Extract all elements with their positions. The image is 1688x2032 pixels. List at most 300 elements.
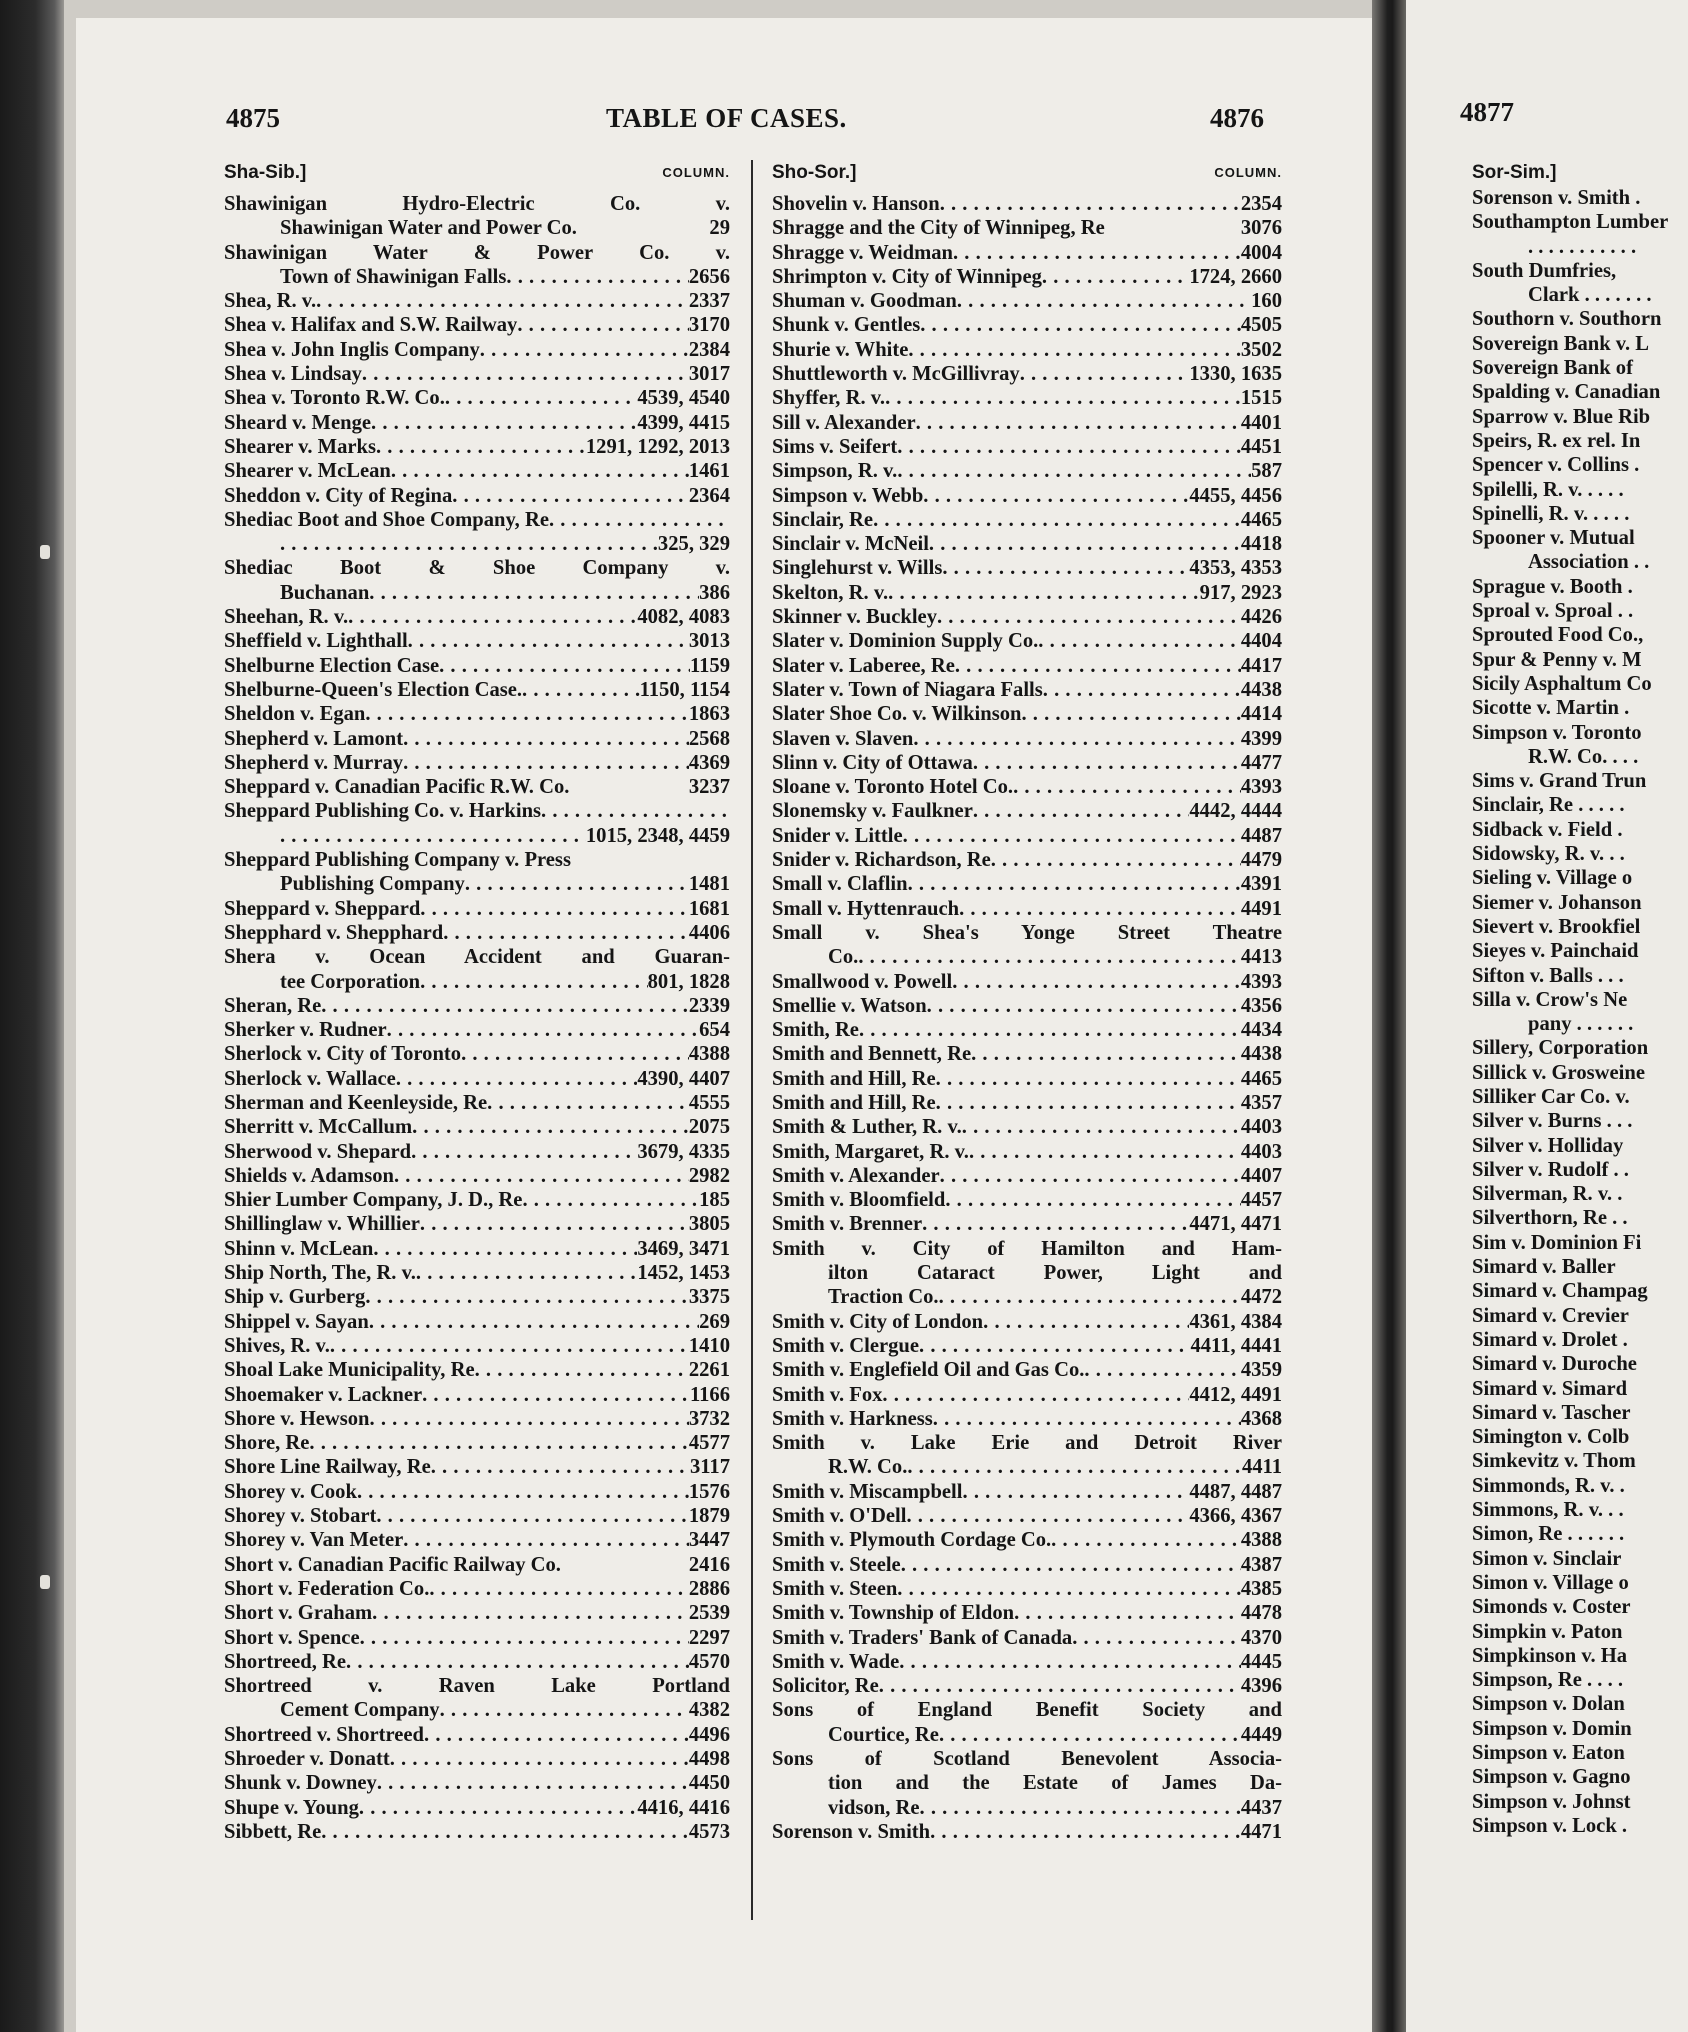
column-word-label: COLUMN. [662,165,730,180]
case-column-sha-sib [224,192,730,1844]
case-entry [1472,1547,1688,1571]
case-name: Sillery, Corporation [1472,1037,1649,1060]
case-entry [772,654,1282,678]
case-name: Shawinigan Water & Power Co. v. [224,241,730,264]
case-name: Shragge and the City of Winnipeg, Re [772,217,1105,240]
dot-leader [991,848,1241,872]
case-name: Silver v. Rudolf . . [1472,1158,1629,1181]
case-entry [224,727,730,751]
case-name: Small v. Shea's Yonge Street Theatre [772,921,1282,944]
case-entry [1472,1231,1688,1255]
case-name: Silla v. Crow's Ne [1472,988,1628,1011]
column-reference: 3469, 3471 [637,1237,730,1260]
case-entry [224,265,730,289]
case-entry [1472,672,1688,696]
case-name: Shea, R. v. [224,290,317,313]
case-entry [224,1674,730,1698]
case-name: Spalding v. Canadian [1472,381,1661,404]
dot-leader [403,751,689,775]
dot-leader [373,1237,637,1261]
case-entry [224,1698,730,1722]
case-name: Sifton v. Balls . . . [1472,964,1624,987]
case-entry [1472,866,1688,890]
case-entry [1472,1279,1688,1303]
dot-leader [969,1140,1241,1164]
case-entry [1472,891,1688,915]
column-reference: 4388 [1240,1529,1282,1552]
column-reference: 4361, 4384 [1189,1310,1282,1333]
column-reference: 3076 [1240,217,1282,240]
case-entry [224,192,730,216]
case-name: Sillick v. Grosweine [1472,1061,1645,1084]
case-name: Simkevitz v. Thom [1472,1450,1636,1473]
dot-leader [377,1771,689,1795]
case-entry [772,581,1282,605]
case-entry [772,265,1282,289]
case-name: Shepphard v. Shepphard [224,921,444,944]
case-name: Sinclair, Re . . . . . [1472,794,1625,817]
case-name: Sim v. Dominion Fi [1472,1231,1642,1254]
column-reference: 4471 [1240,1820,1282,1843]
column-range-label: Sha-Sib.] [224,162,307,183]
column-reference: 1879 [688,1505,730,1528]
case-entry [224,508,730,532]
column-reference: 2656 [688,265,730,288]
column-reference: 2337 [688,290,730,313]
case-entry [1472,1717,1688,1741]
case-name: Sill v. Alexander [772,411,916,434]
case-entry [772,1091,1282,1115]
case-entry [224,751,730,775]
case-name: Simard v. Duroche [1472,1353,1637,1376]
case-name: Shorey v. Van Meter [224,1529,404,1552]
case-name: Sheard v. Menge [224,411,372,434]
binding-mark [40,545,50,559]
dot-leader [359,1796,637,1820]
dot-leader [957,289,1251,313]
case-entry [224,994,730,1018]
dot-leader [923,484,1189,508]
case-name: Smith, Re [772,1019,859,1042]
case-entry [1472,332,1688,356]
case-entry [772,1140,1282,1164]
dot-leader [907,1455,1242,1479]
case-entry [224,1553,730,1577]
column-reference: 4418 [1240,533,1282,556]
column-reference: 4505 [1240,314,1282,337]
dot-leader [963,1480,1190,1504]
case-name: Simpson, R. v. [772,460,898,483]
dot-leader [403,1528,689,1552]
case-entry [772,799,1282,823]
dot-leader [396,1067,638,1091]
case-entry [772,872,1282,896]
case-entry [224,970,730,994]
case-name: Sieling v. Village o [1472,867,1633,890]
dot-leader [936,1091,1241,1115]
case-entry [772,192,1282,216]
case-name: Shives, R. v. [224,1334,330,1357]
case-entry [772,1237,1282,1261]
case-name: Sheppard v. Sheppard [224,897,421,920]
dot-leader [365,1285,688,1309]
case-name: Smith v. Harkness [772,1407,933,1430]
case-entry [1472,1522,1688,1546]
dot-leader [1072,1626,1241,1650]
case-name: Spur & Penny v. M [1472,648,1642,671]
dot-leader [913,727,1240,751]
case-entry [772,727,1282,751]
case-entry [224,1601,730,1625]
case-entry [772,411,1282,435]
dot-leader [930,1820,1241,1844]
column-reference: 4411 [1241,1456,1282,1479]
case-name: Shunk v. Gentles [772,314,921,337]
case-name: Snider v. Richardson, Re [772,849,991,872]
column-reference: 801, 1828 [647,970,730,993]
case-name: ilton Cataract Power, Light and [828,1262,1282,1285]
case-name: Shediac Boot & Shoe Company v. [224,557,730,580]
case-name: Smith v. Steele [772,1553,901,1576]
case-entry [772,532,1282,556]
case-entry [1472,1109,1688,1133]
case-entry [224,338,730,362]
case-name: Short v. Federation Co. [224,1577,430,1600]
column-reference: 4404 [1240,630,1282,653]
case-entry [224,1042,730,1066]
dot-leader [973,799,1189,823]
case-entry [772,1261,1282,1285]
dot-leader [983,1310,1189,1334]
case-name: Sproal v. Sproal . . [1472,600,1634,623]
case-entry [1472,405,1688,429]
column-reference: 1461 [688,460,730,483]
case-name: Sims v. Grand Trun [1472,770,1647,793]
case-name: Slater v. Laberee, Re [772,654,955,677]
case-name: Simonds v. Coster [1472,1596,1631,1619]
dot-leader [440,1698,689,1722]
case-name: Shore Line Railway, Re [224,1456,431,1479]
case-name: Simpson v. Johnst [1472,1790,1631,1813]
dot-leader [939,1285,1241,1309]
column-reference: 185 [699,1189,730,1212]
case-entry [1472,1668,1688,1692]
dot-leader [940,1164,1241,1188]
case-name: Publishing Company [280,873,465,896]
column-reference: 4478 [1240,1602,1282,1625]
case-name: Smith v. Miscampbell [772,1480,963,1503]
case-name: tion and the Estate of James Da- [828,1772,1282,1795]
case-name: Simard v. Crevier [1472,1304,1629,1327]
dot-leader [873,508,1241,532]
column-reference: 2539 [688,1602,730,1625]
column-reference: 4445 [1240,1650,1282,1673]
case-name: Simpson v. Domin [1472,1717,1632,1740]
case-entry [224,1455,730,1479]
case-entry [1472,307,1688,331]
case-entry [772,1455,1282,1479]
column-reference: 4417 [1240,654,1282,677]
case-entry [1472,721,1688,745]
column-reference: 4382 [688,1699,730,1722]
case-name: Sheppard v. Canadian Pacific R.W. Co. [224,776,570,799]
case-name: Shier Lumber Company, J. D., Re [224,1189,523,1212]
case-entry [1472,1255,1688,1279]
column-reference: 4414 [1240,703,1282,726]
column-reference: 2297 [688,1626,730,1649]
column-reference: 4577 [688,1432,730,1455]
case-name: Shea v. John Inglis Company [224,338,480,361]
case-name: Simpson v. Lock . [1472,1814,1628,1837]
case-entry [224,386,730,410]
case-entry [224,1212,730,1236]
case-entry [1472,453,1688,477]
case-entry [1472,769,1688,793]
case-entry [772,1310,1282,1334]
case-name: Shortreed v. Raven Lake Portland [224,1675,730,1698]
case-entry [772,702,1282,726]
case-entry [772,362,1282,386]
column-reference: 4479 [1240,849,1282,872]
binding-mark [40,1575,50,1589]
case-name: Shea v. Toronto R.W. Co. [224,387,445,410]
dot-leader [920,1796,1241,1820]
dot-leader [973,751,1241,775]
case-entry [772,1067,1282,1091]
dot-leader [906,1504,1189,1528]
dot-leader [945,1188,1240,1212]
dot-leader [362,362,689,386]
case-entry [224,824,730,848]
case-entry [1472,1814,1688,1838]
column-reference: 1166 [689,1383,730,1406]
case-entry [224,1431,730,1455]
case-name: Smith v. Fox [772,1383,883,1406]
case-name: Sieyes v. Painchaid [1472,940,1639,963]
case-entry [1472,1401,1688,1425]
column-reference: 4471, 4471 [1189,1213,1282,1236]
case-entry [772,1504,1282,1528]
case-name: . . . . . . . . . . . [1528,235,1637,258]
dot-leader [955,654,1241,678]
column-reference: 1452, 1453 [637,1262,730,1285]
dot-leader [922,1212,1189,1236]
dot-leader [1084,1358,1240,1382]
case-name: Simpkinson v. Ha [1472,1644,1628,1667]
case-entry [1472,1741,1688,1765]
case-entry [772,1164,1282,1188]
case-name: Shupe v. Young [224,1796,359,1819]
case-name: Sheppard Publishing Company v. Press [224,849,571,872]
book-gutter [1372,0,1406,2032]
case-name: Sims v. Seifert [772,435,898,458]
case-entry [772,1553,1282,1577]
case-entry [772,1674,1282,1698]
case-entry [1472,283,1688,307]
dot-leader [1013,775,1241,799]
case-name: Spooner v. Mutual [1472,527,1635,550]
dot-leader [1014,1601,1241,1625]
dot-leader [942,556,1189,580]
case-entry [1472,575,1688,599]
column-reference: 2416 [688,1553,730,1576]
case-name: Siemer v. Johanson [1472,891,1642,914]
case-entry [224,1577,730,1601]
case-entry [1472,1692,1688,1716]
case-name: Sons of Scotland Benevolent Associa- [772,1748,1282,1770]
case-name: Smith v. Plymouth Cordage Co. [772,1529,1052,1552]
case-name: Shinn v. McLean [224,1237,374,1260]
case-entry [772,435,1282,459]
column-reference: 2982 [688,1164,730,1187]
page-number-far-right: 4877 [1460,97,1514,127]
page-title: TABLE OF CASES. [606,103,847,133]
case-entry [224,1528,730,1552]
column-reference: 4437 [1240,1796,1282,1819]
column-reference: 29 [709,217,730,240]
dot-leader [420,897,689,921]
case-entry [772,313,1282,337]
case-name: Smith v. Steen [772,1577,898,1600]
column-reference: 3237 [688,776,730,799]
case-entry [224,1650,730,1674]
case-name: Sparrow v. Blue Rib [1472,405,1651,428]
case-entry [1472,502,1688,526]
case-name: Smith v. Brenner [772,1213,923,1236]
case-name: R.W. Co. . . . [1528,745,1639,768]
dot-leader [452,484,689,508]
case-entry [1472,186,1688,210]
dot-leader [376,435,586,459]
case-entry [224,1334,730,1358]
dot-leader [953,241,1241,265]
case-name: Smith v. City of London [772,1310,984,1333]
case-name: Small v. Hyttenrauch [772,897,960,920]
case-name: Sorenson v. Smith [772,1820,931,1843]
case-entry [224,1115,730,1139]
case-name: Traction Co. [828,1286,939,1309]
case-name: Simpkin v. Paton [1472,1620,1623,1643]
case-name: Smith v. Lake Erie and Detroit River [772,1432,1282,1455]
column-reference: 4451 [1240,435,1282,458]
dot-leader [443,921,689,945]
case-name: Sons of England Benefit Society and [772,1699,1282,1722]
case-name: Sibbett, Re [224,1820,322,1843]
case-name: Simpson v. Webb [772,484,924,507]
case-name: Simpson v. Dolan [1472,1693,1625,1716]
case-entry [1472,915,1688,939]
case-entry [772,1698,1282,1722]
column-reference: 4442, 4444 [1189,800,1282,823]
case-name: Silver v. Burns . . . [1472,1110,1633,1133]
case-entry [772,1528,1282,1552]
column-reference: 1681 [688,897,730,920]
column-reference: 4366, 4367 [1189,1505,1282,1528]
case-name: Simpson, Re . . . . [1472,1669,1624,1692]
case-name: Smith and Hill, Re [772,1091,936,1114]
case-entry [1472,1449,1688,1473]
column-reference: 4539, 4540 [637,387,730,410]
column-reference: 3502 [1240,338,1282,361]
dot-leader [412,1115,689,1139]
dot-leader [919,1334,1190,1358]
case-name: Shearer v. Marks [224,435,376,458]
dot-leader [1043,678,1241,702]
case-entry [224,1747,730,1771]
column-reference: 4370 [1240,1626,1282,1649]
case-name: Sievert v. Brookfiel [1472,915,1641,938]
case-name: tee Corporation [280,970,421,993]
column-reference: 4573 [688,1820,730,1843]
case-entry [772,994,1282,1018]
case-name: Simpson v. Eaton [1472,1742,1625,1764]
column-divider [751,160,753,1920]
dot-leader [487,1091,689,1115]
case-name: Sovereign Bank of [1472,357,1633,380]
dot-leader [461,1042,689,1066]
case-entry [224,1018,730,1042]
dot-leader [885,386,1241,410]
case-name: Simon, Re . . . . . . [1472,1523,1625,1546]
case-name: R.W. Co. [828,1456,908,1479]
column-reference: 325, 329 [657,533,730,556]
case-entry [772,1577,1282,1601]
case-name: Simpson v. Toronto [1472,721,1642,744]
case-name: Smith and Bennett, Re [772,1043,972,1066]
column-reference: 3805 [688,1213,730,1236]
column-reference: 269 [699,1310,730,1333]
case-name: Sheppard Publishing Co. v. Harkins [224,800,542,823]
case-entry [224,581,730,605]
case-name: Smith v. Township of Eldon [772,1602,1015,1625]
case-name: Shields v. Adamson [224,1164,394,1187]
dot-leader [369,581,699,605]
case-entry [1472,1036,1688,1060]
case-entry [1472,235,1688,259]
column-reference: 4356 [1240,994,1282,1017]
column-reference: 4406 [688,921,730,944]
case-name: Smith & Luther, R. v. [772,1116,962,1139]
case-entry [772,1650,1282,1674]
case-entry [1472,1061,1688,1085]
column-reference: 4412, 4491 [1189,1383,1282,1406]
column-reference: 4496 [688,1723,730,1746]
column-reference: 4413 [1240,946,1282,969]
dot-leader [420,1212,689,1236]
case-name: Simon v. Village o [1472,1571,1629,1594]
case-name: Speirs, R. ex rel. In [1472,429,1641,452]
dot-leader [952,970,1241,994]
dot-leader [316,289,689,313]
case-entry [772,605,1282,629]
dot-leader [933,1407,1241,1431]
case-name: Silverthorn, Re . . [1472,1207,1628,1230]
case-name: Sprague v. Booth . [1472,575,1633,598]
case-name: Silverman, R. v. . [1472,1183,1623,1206]
case-name: Shoemaker v. Lackner [224,1383,423,1406]
case-entry [772,970,1282,994]
case-entry [1472,939,1688,963]
case-name: Shovelin v. Hanson [772,193,940,215]
case-name: Sherker v. Rudner [224,1019,387,1042]
case-name: Sheran, Re [224,994,322,1017]
column-reference: 1515 [1240,387,1282,410]
column-reference: 4004 [1240,241,1282,264]
case-entry [1472,259,1688,283]
case-name: Shrimpton v. City of Winnipeg [772,265,1042,288]
column-reference: 4403 [1240,1140,1282,1163]
column-reference: 4465 [1240,1067,1282,1090]
